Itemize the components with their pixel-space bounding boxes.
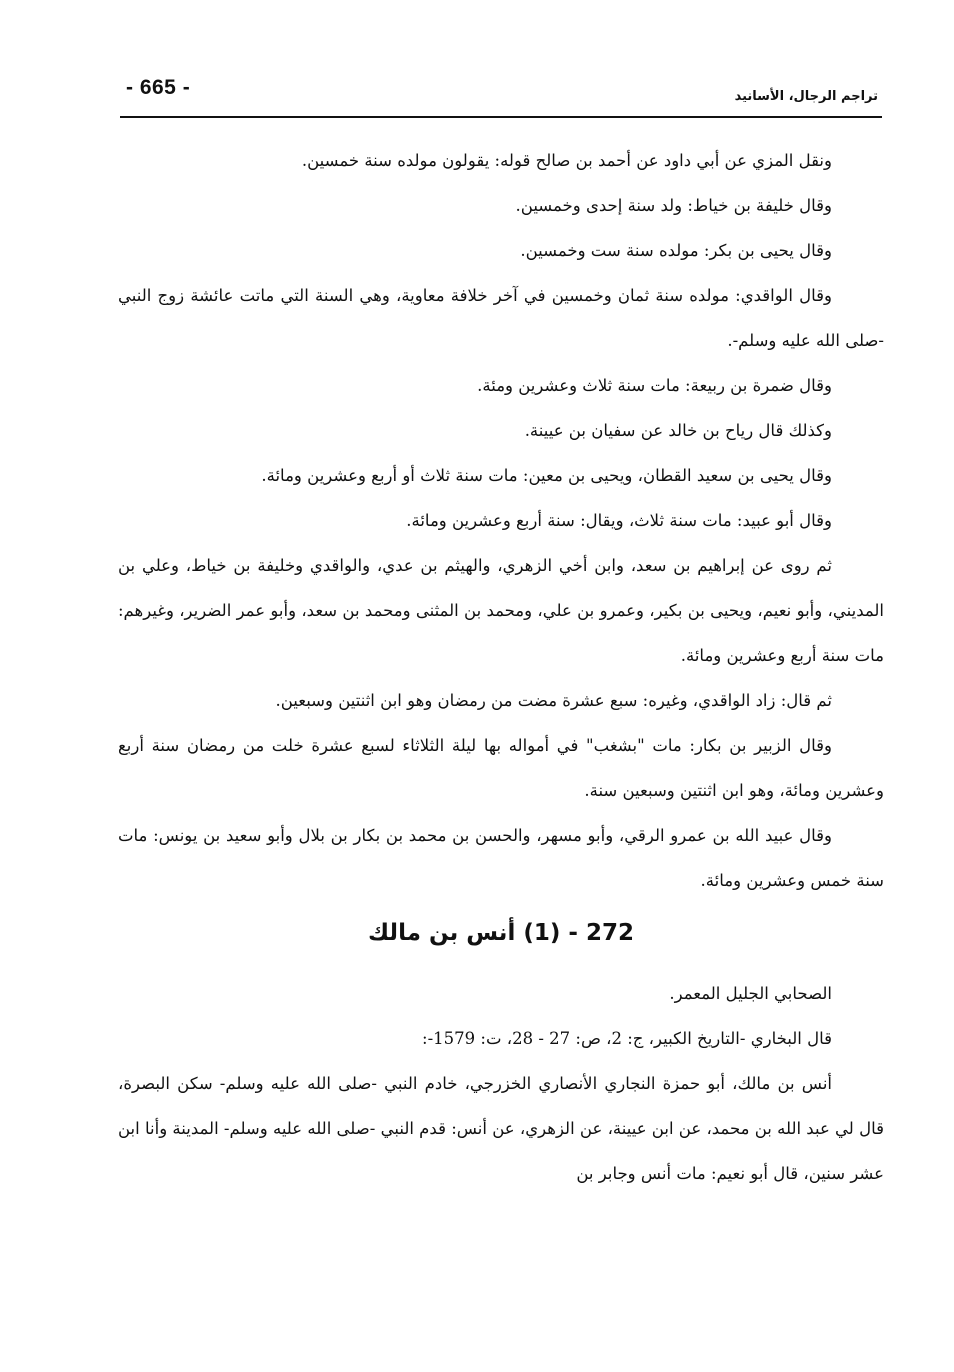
paragraph: ثم قال: زاد الواقدي، وغيره: سبع عشرة مضت من رمضان وهو ابن اثنتين وسبعين. (275, 691, 832, 710)
entry-citation: قال البخاري -التاريخ الكبير، ج: 2، ص: 27 - 28، ت: 1579-: (422, 1029, 832, 1048)
paragraph: وقال خليفة بن خياط: ولد سنة إحدى وخمسين. (515, 196, 832, 215)
paragraph: وكذلك قال رياح بن خالد عن سفيان بن عيينة. (524, 421, 832, 440)
page-header (120, 72, 882, 118)
section-title: 272 - (1) أنس بن مالك (368, 920, 634, 946)
paragraph: وقال عبيد الله بن عمرو الرقي، وأبو مسهر، والحسن بن محمد بن بكار بن بلال وأبو سعيد بن يونس: مات سنة خمس وعشرين ومائة. (118, 826, 884, 890)
entry-subtitle: الصحابي الجليل المعمر. (669, 984, 832, 1003)
paragraph: وقال ضمرة بن ربيعة: مات سنة ثلاث وعشرين ومئة. (477, 376, 832, 395)
paragraph: وقال أبو عبيد: مات سنة ثلاث، ويقال: سنة أربع وعشرين ومائة. (406, 511, 832, 530)
paragraph: وقال الواقدي: مولده سنة ثمان وخمسين في آخر خلافة معاوية، وهي السنة التي ماتت عائشة زوج النبي -صلى الله عليه وسلم-. (118, 286, 884, 350)
page-number: - 665 - (126, 76, 191, 99)
main-text (118, 138, 884, 1196)
header-rule (120, 116, 882, 118)
paragraph: وقال الزبير بن بكار: مات "بشغب" في أمواله بها ليلة الثلاثاء لسبع عشرة خلت من رمضان سنة أربع وعشرين ومائة، وهو ابن اثنتين وسبعين سنة. (118, 736, 884, 800)
paragraph: وقال يحيى بن سعيد القطان، ويحيى بن معين: مات سنة ثلاث أو أربع وعشرين ومائة. (261, 466, 832, 485)
paragraph: ونقل المزي عن أبي داود عن أحمد بن صالح قوله: يقولون مولده سنة خمسين. (301, 151, 832, 170)
paragraph: ثم روى عن إبراهيم بن سعد، وابن أخي الزهري، والهيثم بن عدي، والواقدي وخليفة بن خياط، وعلي بن المديني، وأبو نعيم، ويحيى بن بكير، وعمرو بن علي، ومحمد بن المثنى ومحمد بن سعد، وأبو عمر الضرير، وغيرهم: مات سنة أربع وعشرين ومائة. (118, 556, 884, 665)
entry-body: أنس بن مالك، أبو حمزة النجاري الأنصاري الخزرجي، خادم النبي -صلى الله عليه وسلم- سكن البصرة، قال لي عبد الله بن محمد، عن ابن عيينة، عن الزهري، عن أنس: قدم النبي -صلى الله عليه وسلم- المدينة وأنا ابن عشر سنين، قال أبو نعيم: مات أنس وجابر بن (118, 1074, 884, 1183)
running-head: تراجم الرجال، الأسانيد (734, 89, 878, 104)
paragraph: وقال يحيى بن بكر: مولده سنة ست وخمسين. (520, 241, 832, 260)
